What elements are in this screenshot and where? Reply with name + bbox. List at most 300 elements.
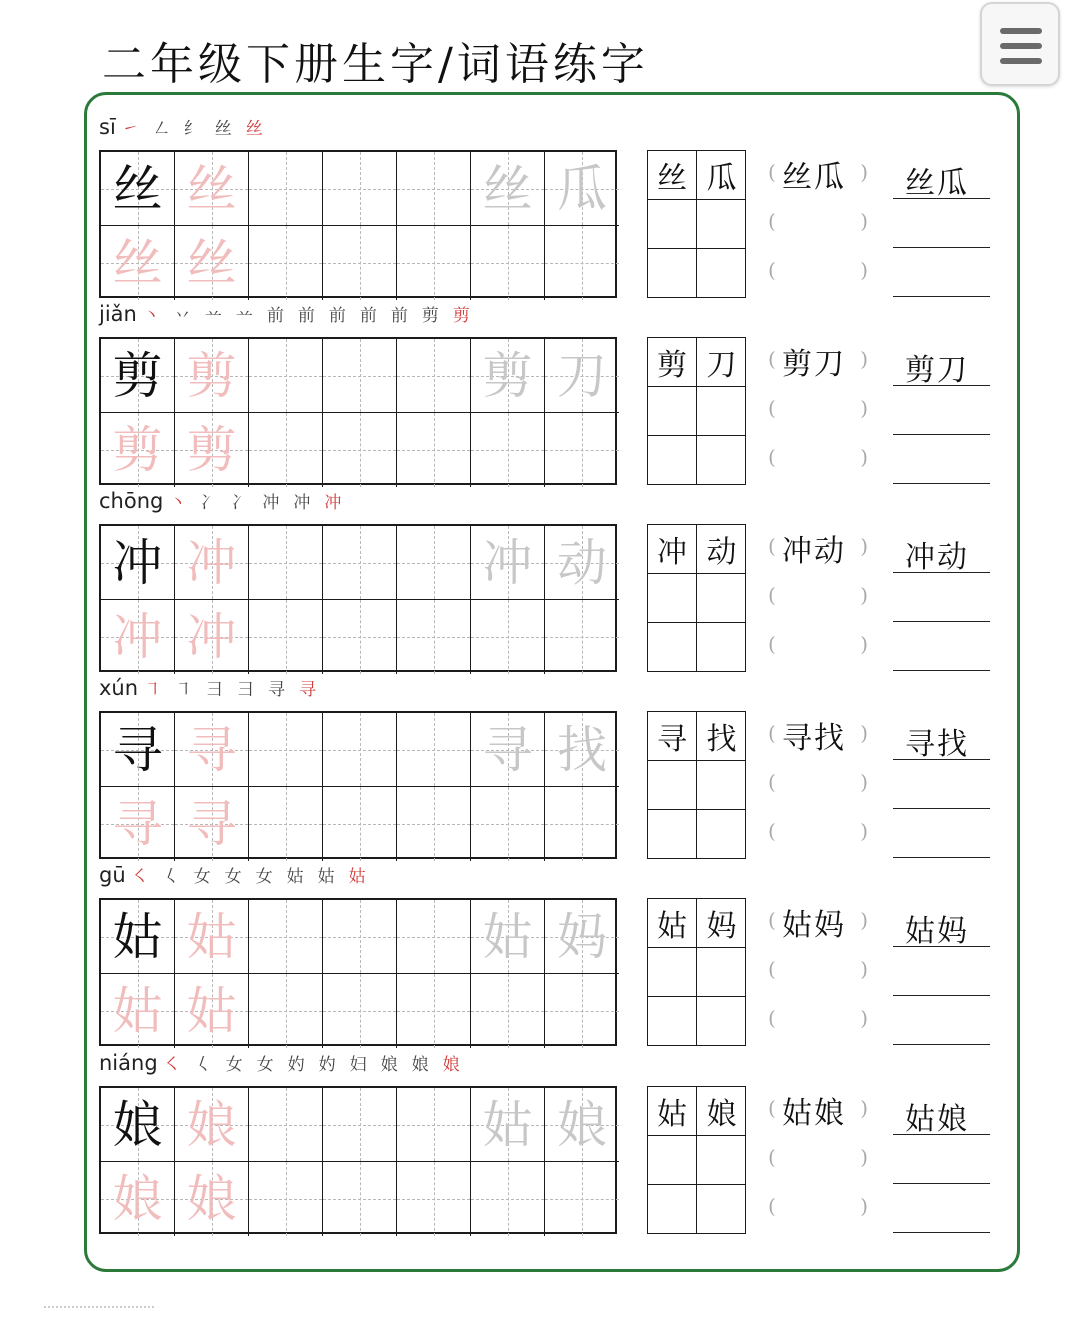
word-cell[interactable] <box>648 623 697 672</box>
parenthesis-word: 剪刀 <box>782 347 846 382</box>
underline-blank[interactable] <box>893 252 990 297</box>
pinyin-label: xún <box>99 675 139 700</box>
writing-cell[interactable] <box>545 1088 619 1162</box>
writing-cell[interactable] <box>471 152 545 226</box>
writing-cell[interactable] <box>175 1162 249 1236</box>
writing-cell[interactable] <box>175 226 249 300</box>
pinyin-label: chōng <box>99 488 164 513</box>
word-character: 姑 <box>657 909 687 944</box>
word-character: 剪 <box>657 348 687 383</box>
right-parenthesis: ) <box>860 347 868 371</box>
word-cell[interactable] <box>648 997 697 1046</box>
writing-cell[interactable] <box>175 787 249 861</box>
stroke-step: 丝 <box>214 119 232 139</box>
writing-cell[interactable] <box>545 974 619 1048</box>
writing-cell[interactable] <box>323 787 397 861</box>
writing-cell[interactable] <box>249 339 323 413</box>
stroke-order-row <box>99 862 380 892</box>
writing-cell[interactable] <box>249 152 323 226</box>
writing-cell[interactable] <box>397 600 471 674</box>
word-cell[interactable] <box>648 151 697 200</box>
writing-cell[interactable] <box>545 226 619 300</box>
writing-cell[interactable] <box>323 152 397 226</box>
writing-cell[interactable] <box>175 713 249 787</box>
stroke-step: 娘 <box>442 1055 460 1075</box>
stroke-step: 冫 <box>231 493 249 513</box>
parenthesis-column <box>768 339 868 487</box>
word-cell[interactable] <box>697 338 746 387</box>
writing-grid <box>99 524 617 672</box>
word-cell[interactable] <box>697 436 746 485</box>
word-cell[interactable] <box>697 623 746 672</box>
writing-cell[interactable] <box>175 413 249 487</box>
writing-cell[interactable] <box>101 526 175 600</box>
right-parenthesis: ) <box>860 770 868 794</box>
writing-cell[interactable] <box>101 339 175 413</box>
trace-character: 剪 <box>186 346 237 405</box>
underline-column <box>893 902 990 1050</box>
writing-cell[interactable] <box>471 526 545 600</box>
word-cell[interactable] <box>648 948 697 997</box>
writing-cell[interactable] <box>323 526 397 600</box>
writing-cell[interactable] <box>249 974 323 1048</box>
writing-cell[interactable] <box>471 1088 545 1162</box>
stroke-step: ㇀ <box>121 119 139 139</box>
parenthesis-line[interactable] <box>768 998 868 1038</box>
writing-cell[interactable] <box>101 787 175 861</box>
word-character: 姑 <box>657 1097 687 1132</box>
stroke-step: 女 <box>255 867 273 887</box>
writing-cell[interactable] <box>101 152 175 226</box>
word-cell[interactable] <box>648 899 697 948</box>
left-parenthesis: ( <box>768 160 776 184</box>
writing-cell[interactable] <box>545 1162 619 1236</box>
underline-blank[interactable] <box>893 1139 990 1184</box>
stroke-step: 剪 <box>452 306 470 326</box>
stroke-sequence <box>169 488 355 513</box>
right-parenthesis: ) <box>860 1096 868 1120</box>
right-parenthesis: ) <box>860 1006 868 1030</box>
underline-blank[interactable] <box>893 626 990 671</box>
parenthesis-word: 姑娘 <box>782 1096 846 1131</box>
writing-cell[interactable] <box>545 713 619 787</box>
writing-cell[interactable] <box>323 1162 397 1236</box>
underline-column <box>893 528 990 676</box>
trace-character: 寻 <box>186 720 237 779</box>
writing-cell[interactable] <box>471 1162 545 1236</box>
writing-cell[interactable] <box>397 152 471 226</box>
parenthesis-line[interactable] <box>768 201 868 241</box>
writing-cell[interactable] <box>249 226 323 300</box>
model-character: 寻 <box>112 720 163 779</box>
word-character: 找 <box>706 722 737 757</box>
parenthesis-line[interactable] <box>768 900 868 943</box>
writing-cell[interactable] <box>471 974 545 1048</box>
stroke-sequence <box>144 675 330 700</box>
writing-cell[interactable] <box>545 339 619 413</box>
hint-character: 瓜 <box>557 159 607 218</box>
writing-cell[interactable] <box>545 600 619 674</box>
parenthesis-line[interactable] <box>768 949 868 989</box>
writing-cell[interactable] <box>397 339 471 413</box>
word-character: 娘 <box>706 1097 737 1132</box>
left-parenthesis: ( <box>768 1194 776 1218</box>
trace-character: 寻 <box>112 795 163 853</box>
parenthesis-word: 寻找 <box>782 721 846 756</box>
word-cell[interactable] <box>697 387 746 436</box>
writing-cell[interactable] <box>471 339 545 413</box>
hint-character: 妈 <box>557 907 607 966</box>
underline-blank[interactable] <box>893 390 990 435</box>
writing-grid <box>99 898 617 1046</box>
right-parenthesis: ) <box>860 819 868 843</box>
writing-cell[interactable] <box>471 713 545 787</box>
word-cell[interactable] <box>697 899 746 948</box>
parenthesis-line[interactable] <box>768 526 868 569</box>
writing-cell[interactable] <box>397 787 471 861</box>
stroke-step: 女 <box>225 1055 243 1075</box>
writing-cell[interactable] <box>249 600 323 674</box>
stroke-step: ㇕ <box>144 680 162 700</box>
writing-cell[interactable] <box>249 413 323 487</box>
hint-character: 刀 <box>557 346 607 405</box>
word-character: 刀 <box>706 348 737 383</box>
stroke-step: 女 <box>224 867 242 887</box>
stroke-sequence <box>143 301 484 326</box>
page-title: 二年级下册生字/词语练字 <box>102 39 649 90</box>
right-parenthesis: ) <box>860 583 868 607</box>
word-cell[interactable] <box>697 151 746 200</box>
hint-character: 找 <box>557 720 607 779</box>
word-cell[interactable] <box>697 574 746 623</box>
writing-cell[interactable] <box>323 713 397 787</box>
stroke-step: 姑 <box>317 867 335 887</box>
word-cell[interactable] <box>648 1087 697 1136</box>
right-parenthesis: ) <box>860 160 868 184</box>
stroke-step: ㇜ <box>152 119 170 139</box>
hint-character: 娘 <box>557 1095 607 1154</box>
right-parenthesis: ) <box>860 721 868 745</box>
writing-grid <box>99 711 617 859</box>
word-cell[interactable] <box>648 1136 697 1185</box>
writing-cell[interactable] <box>175 1088 249 1162</box>
left-parenthesis: ( <box>768 396 776 420</box>
writing-cell[interactable] <box>249 900 323 974</box>
stroke-step: 妁 <box>318 1055 336 1075</box>
word-character: 冲 <box>657 535 687 570</box>
parenthesis-column <box>768 713 868 861</box>
trace-character: 姑 <box>186 907 237 966</box>
writing-cell[interactable] <box>545 787 619 861</box>
left-parenthesis: ( <box>768 819 776 843</box>
right-parenthesis: ) <box>860 534 868 558</box>
writing-cell[interactable] <box>101 413 175 487</box>
word-grid <box>647 150 746 298</box>
parenthesis-column <box>768 900 868 1048</box>
word-grid <box>647 1086 746 1234</box>
stroke-step: 䒑 <box>235 306 253 326</box>
writing-cell[interactable] <box>101 226 175 300</box>
underline-blank[interactable] <box>893 951 990 996</box>
stroke-step: 寻 <box>299 680 317 700</box>
right-parenthesis: ) <box>860 1194 868 1218</box>
stroke-step: 娘 <box>411 1055 429 1075</box>
writing-cell[interactable] <box>249 1162 323 1236</box>
stroke-order-row <box>99 114 277 144</box>
word-cell[interactable] <box>697 1185 746 1234</box>
trace-character: 丝 <box>186 234 237 292</box>
stroke-order-row <box>99 1050 474 1080</box>
underline-word: 剪刀 <box>905 353 969 388</box>
underline-blank[interactable] <box>893 154 990 199</box>
word-cell[interactable] <box>648 200 697 249</box>
word-cell[interactable] <box>697 761 746 810</box>
writing-cell[interactable] <box>175 900 249 974</box>
word-grid <box>647 898 746 1046</box>
word-cell[interactable] <box>648 810 697 859</box>
word-cell[interactable] <box>648 338 697 387</box>
trace-character: 丝 <box>186 159 237 218</box>
parenthesis-line[interactable] <box>768 762 868 802</box>
writing-cell[interactable] <box>397 226 471 300</box>
word-cell[interactable] <box>697 997 746 1046</box>
underline-word: 丝瓜 <box>905 166 969 201</box>
writing-cell[interactable] <box>175 339 249 413</box>
writing-cell[interactable] <box>249 526 323 600</box>
stroke-step: 女 <box>256 1055 274 1075</box>
word-cell[interactable] <box>697 249 746 298</box>
underline-blank[interactable] <box>893 439 990 484</box>
word-cell[interactable] <box>697 1087 746 1136</box>
right-parenthesis: ) <box>860 445 868 469</box>
right-parenthesis: ) <box>860 396 868 420</box>
writing-cell[interactable] <box>545 900 619 974</box>
trace-character: 冲 <box>186 608 237 666</box>
writing-cell[interactable] <box>323 339 397 413</box>
word-cell[interactable] <box>648 761 697 810</box>
right-parenthesis: ) <box>860 632 868 656</box>
writing-cell[interactable] <box>545 526 619 600</box>
writing-cell[interactable] <box>323 600 397 674</box>
writing-cell[interactable] <box>175 152 249 226</box>
underline-blank[interactable] <box>893 813 990 858</box>
underline-blank[interactable] <box>893 528 990 573</box>
parenthesis-line[interactable] <box>768 437 868 477</box>
parenthesis-line[interactable] <box>768 575 868 615</box>
left-parenthesis: ( <box>768 534 776 558</box>
stroke-step: 丝 <box>245 119 263 139</box>
writing-cell[interactable] <box>545 413 619 487</box>
stroke-step: 妁 <box>287 1055 305 1075</box>
hint-character: 寻 <box>482 720 533 779</box>
writing-cell[interactable] <box>397 1088 471 1162</box>
writing-cell[interactable] <box>101 974 175 1048</box>
parenthesis-line[interactable] <box>768 388 868 428</box>
word-cell[interactable] <box>648 712 697 761</box>
word-cell[interactable] <box>648 249 697 298</box>
writing-cell[interactable] <box>323 900 397 974</box>
writing-cell[interactable] <box>471 787 545 861</box>
stroke-step: 冲 <box>293 493 311 513</box>
underline-column <box>893 341 990 489</box>
word-cell[interactable] <box>697 712 746 761</box>
parenthesis-line[interactable] <box>768 811 868 851</box>
parenthesis-word: 姑妈 <box>782 908 846 943</box>
writing-cell[interactable] <box>175 600 249 674</box>
writing-cell[interactable] <box>323 1088 397 1162</box>
stroke-sequence <box>132 862 380 887</box>
stroke-sequence <box>164 1050 474 1075</box>
parenthesis-word: 冲动 <box>782 534 846 569</box>
writing-cell[interactable] <box>101 713 175 787</box>
footer-watermark <box>44 1306 154 1312</box>
hint-character: 动 <box>557 533 607 592</box>
writing-cell[interactable] <box>101 1162 175 1236</box>
stroke-step: 𡿨 <box>162 867 180 887</box>
writing-cell[interactable] <box>101 600 175 674</box>
underline-blank[interactable] <box>893 715 990 760</box>
word-cell[interactable] <box>697 200 746 249</box>
underline-column <box>893 1090 990 1238</box>
left-parenthesis: ( <box>768 1006 776 1030</box>
parenthesis-line[interactable] <box>768 250 868 290</box>
writing-cell[interactable] <box>397 900 471 974</box>
trace-character: 姑 <box>186 982 237 1040</box>
writing-cell[interactable] <box>471 900 545 974</box>
stroke-step: 𡿨 <box>194 1055 212 1075</box>
writing-cell[interactable] <box>101 1088 175 1162</box>
word-grid <box>647 524 746 672</box>
underline-blank[interactable] <box>893 577 990 622</box>
stroke-step: 姑 <box>286 867 304 887</box>
writing-cell[interactable] <box>471 413 545 487</box>
trace-character: 剪 <box>186 421 237 479</box>
stroke-order-row <box>99 675 330 705</box>
word-cell[interactable] <box>648 574 697 623</box>
left-parenthesis: ( <box>768 908 776 932</box>
writing-cell[interactable] <box>397 974 471 1048</box>
underline-column <box>893 715 990 863</box>
trace-character: 姑 <box>112 982 163 1040</box>
trace-character: 冲 <box>186 533 237 592</box>
left-parenthesis: ( <box>768 347 776 371</box>
word-cell[interactable] <box>648 525 697 574</box>
stroke-step: 䒑 <box>204 306 222 326</box>
writing-cell[interactable] <box>323 413 397 487</box>
trace-character: 丝 <box>112 234 163 292</box>
stroke-step: 前 <box>297 306 315 326</box>
right-parenthesis: ) <box>860 957 868 981</box>
parenthesis-word: 丝瓜 <box>782 160 846 195</box>
parenthesis-line[interactable] <box>768 1088 868 1131</box>
underline-blank[interactable] <box>893 341 990 386</box>
stroke-step: ⺕ <box>206 680 224 700</box>
left-parenthesis: ( <box>768 957 776 981</box>
underline-blank[interactable] <box>893 764 990 809</box>
stroke-step: 前 <box>359 306 377 326</box>
writing-cell[interactable] <box>397 713 471 787</box>
pinyin-label: gū <box>99 862 126 887</box>
trace-character: 娘 <box>186 1095 237 1154</box>
writing-cell[interactable] <box>249 787 323 861</box>
parenthesis-line[interactable] <box>768 152 868 195</box>
hint-character: 冲 <box>482 533 533 592</box>
word-character: 动 <box>706 535 737 570</box>
writing-cell[interactable] <box>249 713 323 787</box>
writing-cell[interactable] <box>101 900 175 974</box>
parenthesis-line[interactable] <box>768 1137 868 1177</box>
pinyin-label: niáng <box>99 1050 158 1075</box>
stroke-step: 剪 <box>421 306 439 326</box>
underline-word: 冲动 <box>905 540 969 575</box>
writing-cell[interactable] <box>397 1162 471 1236</box>
hint-character: 姑 <box>482 907 533 966</box>
left-parenthesis: ( <box>768 770 776 794</box>
left-parenthesis: ( <box>768 1145 776 1169</box>
left-parenthesis: ( <box>768 632 776 656</box>
underline-column <box>893 154 990 302</box>
word-cell[interactable] <box>648 436 697 485</box>
pinyin-label: sī <box>99 114 116 139</box>
parenthesis-column <box>768 152 868 300</box>
word-cell[interactable] <box>697 1136 746 1185</box>
stroke-step: 娘 <box>380 1055 398 1075</box>
word-character: 寻 <box>657 722 687 757</box>
parenthesis-line[interactable] <box>768 713 868 756</box>
stroke-step: 丷 <box>173 306 191 326</box>
left-parenthesis: ( <box>768 258 776 282</box>
writing-cell[interactable] <box>545 152 619 226</box>
model-character: 冲 <box>112 533 163 592</box>
underline-word: 寻找 <box>905 727 969 762</box>
stroke-step: 丶 <box>169 493 187 513</box>
stroke-step: 女 <box>193 867 211 887</box>
writing-cell[interactable] <box>175 526 249 600</box>
writing-cell[interactable] <box>397 526 471 600</box>
underline-blank[interactable] <box>893 1090 990 1135</box>
writing-cell[interactable] <box>249 1088 323 1162</box>
right-parenthesis: ) <box>860 258 868 282</box>
parenthesis-column <box>768 1088 868 1236</box>
underline-blank[interactable] <box>893 902 990 947</box>
underline-word: 姑娘 <box>905 1102 969 1137</box>
writing-cell[interactable] <box>471 226 545 300</box>
parenthesis-line[interactable] <box>768 339 868 382</box>
underline-blank[interactable] <box>893 1188 990 1233</box>
word-cell[interactable] <box>697 948 746 997</box>
underline-blank[interactable] <box>893 203 990 248</box>
writing-cell[interactable] <box>323 226 397 300</box>
pinyin-label: jiǎn <box>99 301 137 326</box>
writing-cell[interactable] <box>323 974 397 1048</box>
word-cell[interactable] <box>697 525 746 574</box>
writing-cell[interactable] <box>471 600 545 674</box>
word-cell[interactable] <box>648 1185 697 1234</box>
parenthesis-line[interactable] <box>768 1186 868 1226</box>
writing-cell[interactable] <box>397 413 471 487</box>
menu-button[interactable] <box>980 2 1060 86</box>
word-cell[interactable] <box>697 810 746 859</box>
trace-character: 娘 <box>112 1170 163 1228</box>
writing-cell[interactable] <box>175 974 249 1048</box>
hint-character: 丝 <box>482 159 533 218</box>
stroke-step: 姑 <box>348 867 366 887</box>
word-cell[interactable] <box>648 387 697 436</box>
underline-blank[interactable] <box>893 1000 990 1045</box>
hint-character: 剪 <box>482 346 533 405</box>
parenthesis-line[interactable] <box>768 624 868 664</box>
stroke-step: 前 <box>266 306 284 326</box>
